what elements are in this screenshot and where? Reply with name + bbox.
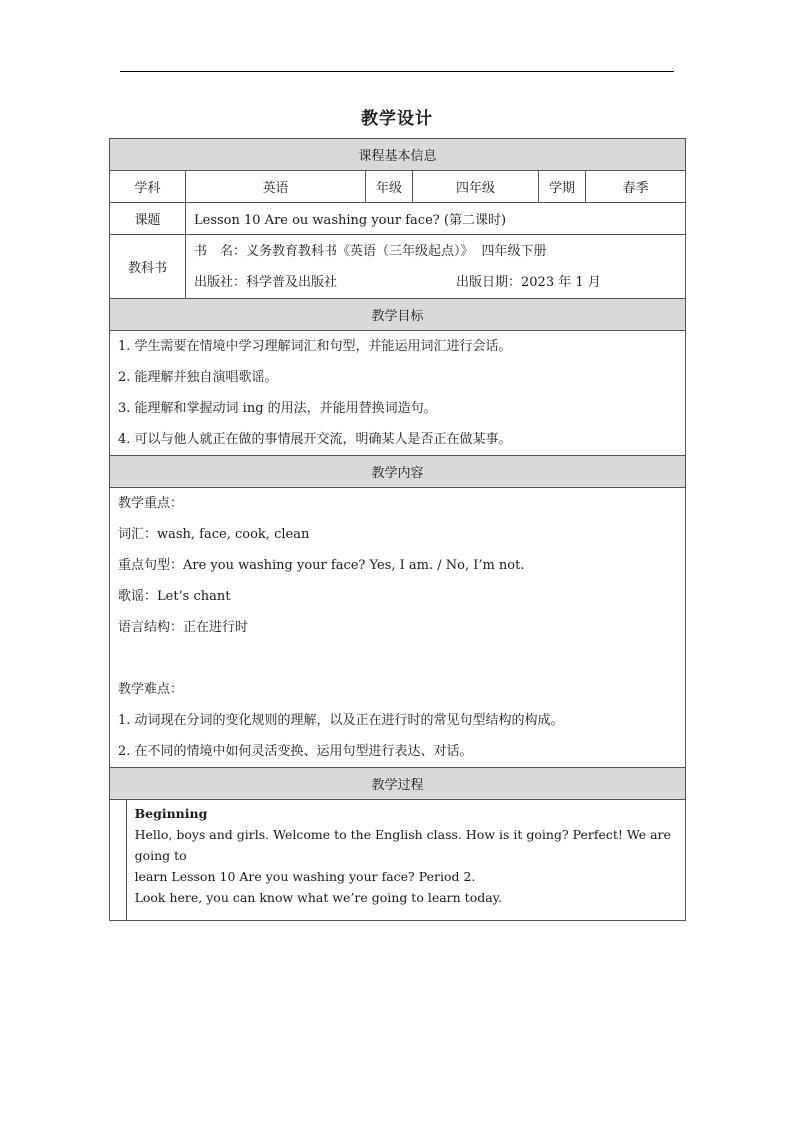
- publish-date: 出版日期：2023 年 1 月: [456, 274, 601, 290]
- objective-item: 1. 学生需要在情境中学习理解词汇和句型，并能运用词汇进行会话。: [118, 339, 512, 354]
- textbook-label: 教科书: [110, 235, 186, 299]
- blank-line: [110, 643, 685, 674]
- term-label: 学期: [539, 171, 586, 203]
- difficult-points-title: 教学难点：: [118, 682, 184, 697]
- subject-value: 英语: [186, 171, 366, 203]
- process-body: [110, 800, 686, 921]
- textbook-info: [186, 235, 686, 299]
- subject-label: 学科: [110, 171, 186, 203]
- chant-line: 歌谣：Let’s chant: [118, 589, 231, 604]
- objective-item: 3. 能理解和掌握动词 ing 的用法，并能用替换词造句。: [118, 401, 437, 416]
- objectives-header: 教学目标: [110, 299, 686, 331]
- grade-label: 年级: [366, 171, 413, 203]
- difficulty-item: 1. 动词现在分词的变化规则的理解，以及正在进行时的常见句型结构的构成。: [118, 713, 564, 728]
- topic-value: Lesson 10 Are ou washing your face? (第二课时): [186, 203, 686, 235]
- book-title-line: [186, 236, 685, 267]
- difficulty-item: 2. 在不同的情境中如何灵活变换、运用句型进行表达、对话。: [118, 744, 473, 759]
- header-rule: [120, 71, 674, 72]
- objective-item: 4. 可以与他人就正在做的事情展开交流，明确某人是否正在做某事。: [118, 432, 512, 447]
- key-points-title: 教学重点：: [118, 496, 184, 511]
- vocabulary-line: 词汇：wash, face, cook, clean: [118, 527, 310, 542]
- sentence-patterns-line: 重点句型：Are you washing your face? Yes, I am. / No, I’m not.: [118, 558, 525, 573]
- content-body: [110, 488, 686, 768]
- book-volume: 四年级下册: [481, 243, 547, 259]
- topic-label: 课题: [110, 203, 186, 235]
- document-title: 教学设计: [361, 109, 433, 129]
- process-line: Hello, boys and girls. Welcome to the English class. How is it going? Perfect! We are going to: [134, 827, 671, 863]
- process-header: 教学过程: [110, 768, 686, 800]
- publisher-line: [186, 267, 685, 298]
- content-header: 教学内容: [110, 456, 686, 488]
- objectives-list: [110, 331, 686, 456]
- book-name: 义务教育教科书《英语（三年级起点）》: [246, 243, 474, 259]
- objective-item: 2. 能理解并独自演唱歌谣。: [118, 370, 278, 385]
- process-text: [127, 800, 686, 920]
- basic-info-header: 课程基本信息: [110, 139, 686, 171]
- book-prefix: 书 名：: [194, 243, 247, 259]
- structure-line: 语言结构：正在进行时: [118, 620, 249, 635]
- publisher: 出版社：科学普及出版社: [194, 274, 338, 290]
- grade-value: 四年级: [413, 171, 539, 203]
- process-side-column: [110, 800, 127, 920]
- process-line: Look here, you can know what we’re going to learn today.: [134, 890, 503, 905]
- process-line: learn Lesson 10 Are you washing your face? Period 2.: [134, 869, 476, 884]
- lesson-plan-table: [109, 138, 686, 921]
- term-value: 春季: [586, 171, 686, 203]
- process-section-title: Beginning: [134, 806, 208, 821]
